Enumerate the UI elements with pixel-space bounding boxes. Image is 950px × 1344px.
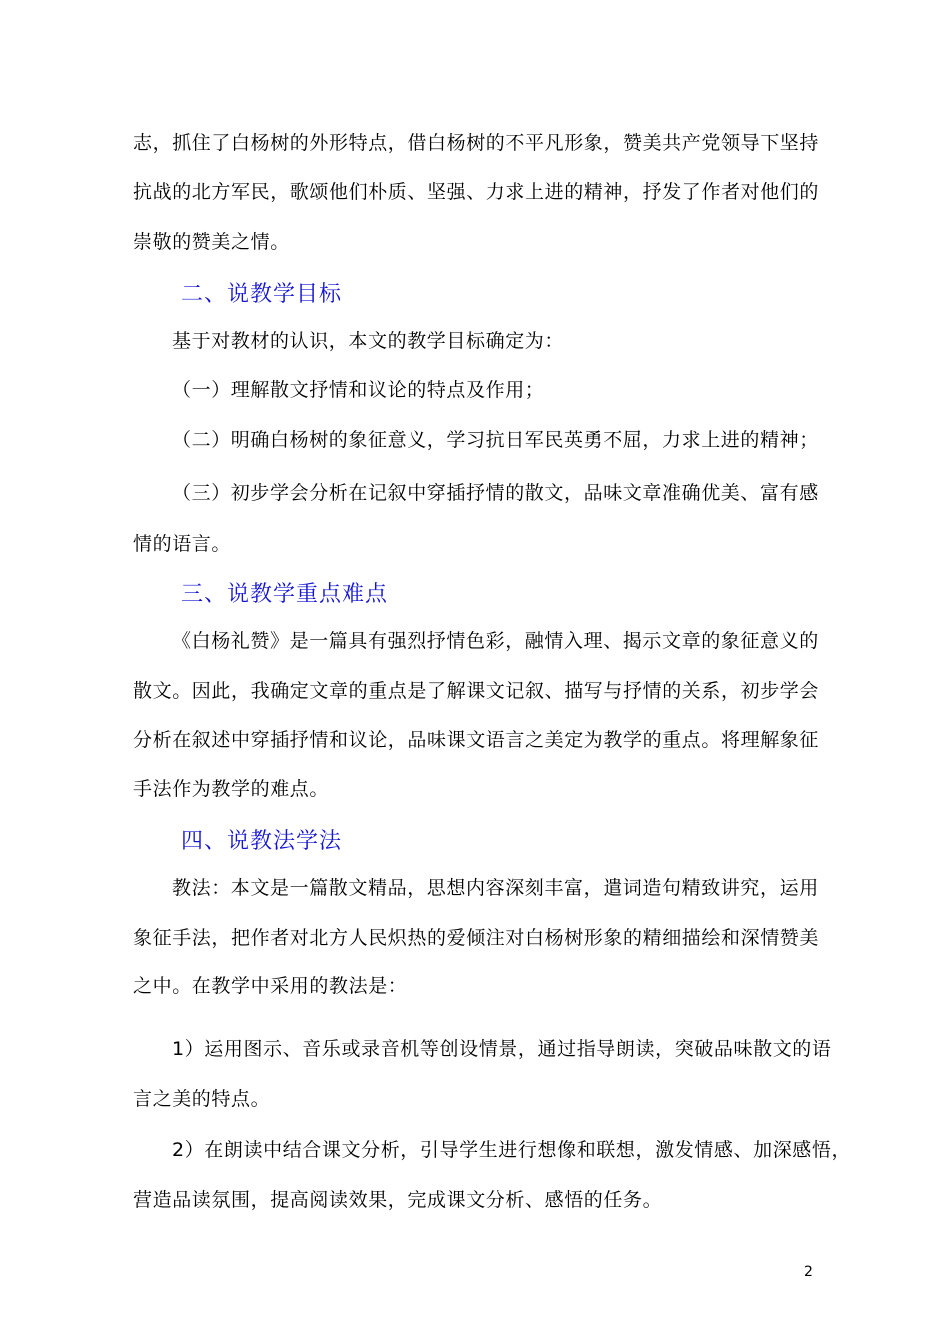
method-item-1-line-1: 1）运用图示、音乐或录音机等创设情景，通过指导朗读，突破品味散文的语 bbox=[172, 1038, 832, 1060]
goal-3-line-1: （三）初步学会分析在记叙中穿插抒情的散文，品味文章准确优美、富有感 bbox=[172, 482, 819, 504]
intro-line-1: 志，抓住了白杨树的外形特点，借白杨树的不平凡形象，赞美共产党领导下坚持 bbox=[133, 132, 820, 154]
intro-line-3: 崇敬的赞美之情。 bbox=[133, 231, 290, 253]
key-points-line-2: 散文。因此，我确定文章的重点是了解课文记叙、描写与抒情的关系，初步学会 bbox=[133, 680, 820, 702]
method-item-1-line-2: 言之美的特点。 bbox=[133, 1088, 271, 1110]
intro-line-2: 抗战的北方军民，歌颂他们朴质、坚强、力求上进的精神，抒发了作者对他们的 bbox=[133, 181, 820, 203]
goal-1: （一）理解散文抒情和议论的特点及作用； bbox=[172, 379, 545, 401]
methods-line-1: 教法：本文是一篇散文精品，思想内容深刻丰富，遣词造句精致讲究，运用 bbox=[172, 877, 819, 899]
method-item-2-line-1: 2）在朗读中结合课文分析，引导学生进行想像和联想，激发情感、加深感悟， bbox=[172, 1139, 852, 1161]
key-points-line-1: 《白杨礼赞》是一篇具有强烈抒情色彩，融情入理、揭示文章的象征意义的 bbox=[172, 630, 819, 652]
goals-lead: 基于对教材的认识，本文的教学目标确定为： bbox=[172, 330, 565, 352]
page-number: 2 bbox=[804, 1264, 813, 1280]
section-heading-methods: 四、说教法学法 bbox=[181, 829, 343, 854]
section-heading-teaching-goals: 二、说教学目标 bbox=[181, 282, 343, 307]
method-item-2-line-2: 营造品读氛围，提高阅读效果，完成课文分析、感悟的任务。 bbox=[133, 1189, 663, 1211]
methods-line-3: 之中。在教学中采用的教法是： bbox=[133, 975, 408, 997]
key-points-line-4: 手法作为教学的难点。 bbox=[133, 778, 330, 800]
goal-3-line-2: 情的语言。 bbox=[133, 533, 232, 555]
goal-2: （二）明确白杨树的象征意义，学习抗日军民英勇不屈，力求上进的精神； bbox=[172, 429, 819, 451]
section-heading-key-points: 三、说教学重点难点 bbox=[181, 582, 389, 607]
key-points-line-3: 分析在叙述中穿插抒情和议论，品味课文语言之美定为教学的重点。将理解象征 bbox=[133, 729, 820, 751]
methods-line-2: 象征手法，把作者对北方人民炽热的爱倾注对白杨树形象的精细描绘和深情赞美 bbox=[133, 927, 820, 949]
